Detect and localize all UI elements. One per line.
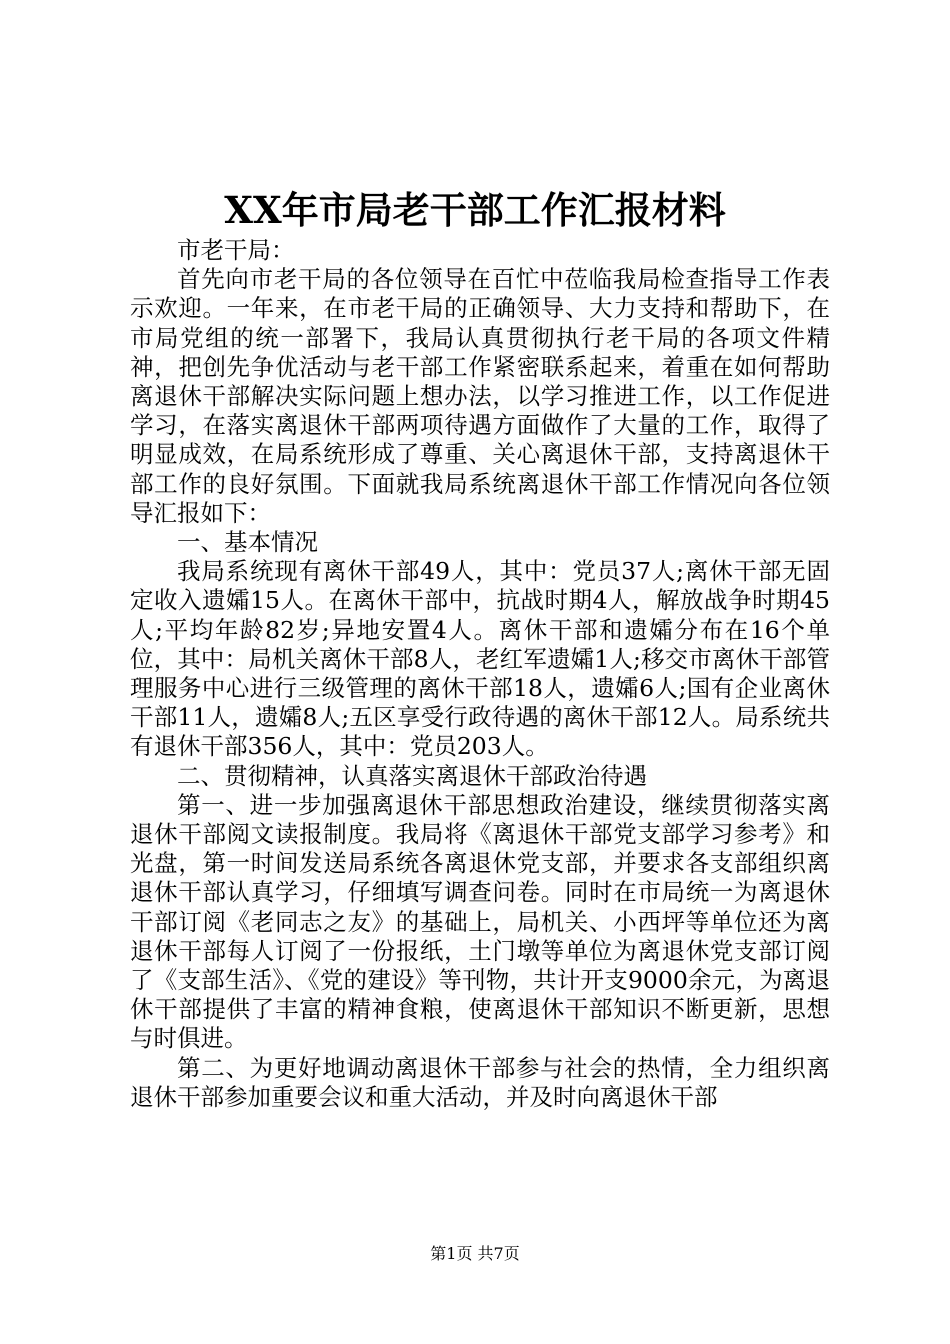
- page-footer: 第1页 共7页: [430, 1244, 520, 1263]
- document-body: [130, 236, 830, 1112]
- document-title: XX年市局老干部工作汇报材料: [224, 188, 726, 232]
- intro-paragraph: 首先向市老干局的各位领导在百忙中莅临我局检查指导工作表示欢迎。一年来，在市老干局的正确领导、大力支持和帮助下，在市局党组的统一部署下，我局认真贯彻执行老干局的各项文件精神，把创先争优活动与老干部工作紧密联系起来，着重在如何帮助离退休干部解决实际问题上想办法，以学习推进工作，以工作促进学习，在落实离退休干部两项待遇方面做作了大量的工作，取得了明显成效，在局系统形成了尊重、关心离退休干部，支持离退休干部工作的良好氛围。下面就我局系统离退休干部工作情况向各位领导汇报如下：: [130, 265, 830, 527]
- section-heading-basic-situation: 一、基本情况: [177, 528, 318, 557]
- section-heading-political-treatment: 二、贯彻精神，认真落实离退休干部政治待遇: [177, 761, 647, 790]
- first-point-paragraph: 第一、进一步加强离退休干部思想政治建设，继续贯彻落实离退休干部阅文读报制度。我局将《离退休干部党支部学习参考》和光盘，第一时间发送局系统各离退休党支部，并要求各支部组织离退休干部认真学习，仔细填写调查问卷。同时在市局统一为离退休干部订阅《老同志之友》的基础上，局机关、小西坪等单位还为离退休干部每人订阅了一份报纸，土门墩等单位为离退休党支部订阅了《支部生活》、《党的建设》等刊物，共计开支9000余元，为离退休干部提供了丰富的精神食粮，使离退休干部知识不断更新，思想与时俱进。: [130, 790, 830, 1053]
- basic-situation-paragraph: 我局系统现有离休干部49人，其中：党员37人;离休干部无固定收入遗孀15人。在离休干部中，抗战时期4人，解放战争时期45人;平均年龄82岁;异地安置4人。离休干部和遗孀分布在16个单位，其中：局机关离休干部8人，老红军遗孀1人;移交市离休干部管理服务中心进行三级管理的离休干部18人，遗孀6人;国有企业离休干部11人，遗孀8人;五区享受行政待遇的离休干部12人。局系统共有退休干部356人，其中：党员203人。: [130, 557, 830, 761]
- salutation: 市老干局：: [177, 236, 295, 264]
- second-point-paragraph: 第二、为更好地调动离退休干部参与社会的热情，全力组织离退休干部参加重要会议和重大活动，并及时向离退休干部: [130, 1053, 830, 1111]
